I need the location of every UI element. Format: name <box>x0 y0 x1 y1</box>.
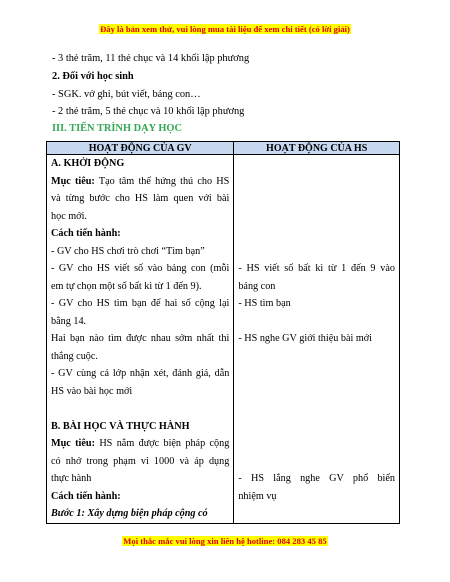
objective-text: và từng bước cho HS làm quen với bài <box>51 193 230 204</box>
objective-text: có nhớ trong phạm vi 1000 và áp dụng <box>51 455 230 467</box>
material-line-student-1: - SGK. vở ghi, bút viết, bảng con… <box>52 89 201 100</box>
blank-line <box>238 208 395 226</box>
part-a-objective <box>51 173 229 191</box>
blank-line <box>238 225 395 243</box>
preview-banner-text: Đây là bản xem thử, vui lòng mua tài liệu để xem chi tiết (có lời giải) <box>100 24 350 34</box>
objective-text: Tạo tâm thế hứng thú cho HS <box>94 175 230 187</box>
hotline-banner <box>0 536 450 546</box>
blank-line <box>238 348 395 366</box>
material-line-student-2: - 2 thẻ trăm, 5 thẻ chục và 10 khối lập phương <box>52 106 245 117</box>
blank-line <box>51 400 229 418</box>
student-activities <box>234 155 400 524</box>
section-heading: III. TIẾN TRÌNH DẠY HỌC <box>52 123 183 134</box>
blank-line <box>238 173 395 191</box>
student-step: - HS nghe GV giới thiệu bài mới <box>238 333 373 344</box>
teacher-step: - GV cùng cả lớp nhận xét, đánh giá, dẫn <box>51 368 230 379</box>
student-step: - HS viết số bất kì từ 1 đến 9 vào <box>238 263 395 274</box>
teacher-step: Hai bạn nào tìm được nhau sớm nhất thì <box>51 333 230 344</box>
procedure-label: Cách tiến hành: <box>51 490 121 502</box>
objective-text: học mới. <box>51 210 87 222</box>
blank-line <box>238 365 395 383</box>
objective-text: thực hành <box>51 473 92 484</box>
student-step: - HS lắng nghe GV phổ biến <box>238 473 395 484</box>
blank-line <box>238 243 395 261</box>
teacher-step: em tự chọn một số bất kì từ 1 đến 9). <box>51 280 202 292</box>
activity-table <box>46 141 400 524</box>
procedure-label: Cách tiến hành: <box>51 228 121 239</box>
student-step: nhiệm vụ <box>238 490 277 502</box>
blank-line <box>238 453 395 471</box>
part-a-title: A. KHỞI ĐỘNG <box>51 158 125 169</box>
teacher-step: - GV cho HS viết số vào bảng con (mỗi <box>51 263 230 274</box>
header-teacher: HOẠT ĐỘNG CỦA GV <box>47 142 234 155</box>
part-b-objective <box>51 435 229 453</box>
table-header-row <box>47 142 400 155</box>
student-heading: 2. Đối với học sinh <box>52 71 134 82</box>
objective-label: Mục tiêu: <box>51 438 95 449</box>
header-student: HOẠT ĐỘNG CỦA HS <box>234 142 400 155</box>
teacher-step: - GV cho HS chơi trò chơi “Tìm bạn” <box>51 245 205 257</box>
blank-line <box>238 155 395 173</box>
blank-line <box>238 400 395 418</box>
hotline-banner-text: Mọi thắc mắc vui lòng xin liên hệ hotline: 084 283 45 85 <box>123 536 327 546</box>
teacher-activities <box>47 155 234 524</box>
table-row <box>47 155 400 524</box>
blank-line <box>238 190 395 208</box>
student-step: bảng con <box>238 280 276 292</box>
part-b-title: B. BÀI HỌC VÀ THỰC HÀNH <box>51 420 190 432</box>
teacher-step: - GV cho HS tìm bạn để hai số cộng lại <box>51 298 230 309</box>
blank-line <box>238 418 395 436</box>
material-line-teacher: - 3 thẻ trăm, 11 thẻ chục và 14 khối lập phương <box>52 53 250 64</box>
blank-line <box>238 313 395 331</box>
blank-line <box>238 435 395 453</box>
student-step: - HS tìm bạn <box>238 298 291 309</box>
objective-text: HS nắm được biện pháp cộng <box>94 438 230 449</box>
objective-label: Mục tiêu: <box>51 175 95 187</box>
teacher-step: HS vào bài học mới <box>51 385 133 397</box>
teacher-step: bằng 14. <box>51 315 87 327</box>
blank-line <box>238 383 395 401</box>
teacher-step: thắng cuộc. <box>51 350 98 362</box>
step-1-heading: Bước 1: Xây dựng biện pháp cộng có <box>51 508 208 519</box>
preview-banner <box>0 24 450 34</box>
